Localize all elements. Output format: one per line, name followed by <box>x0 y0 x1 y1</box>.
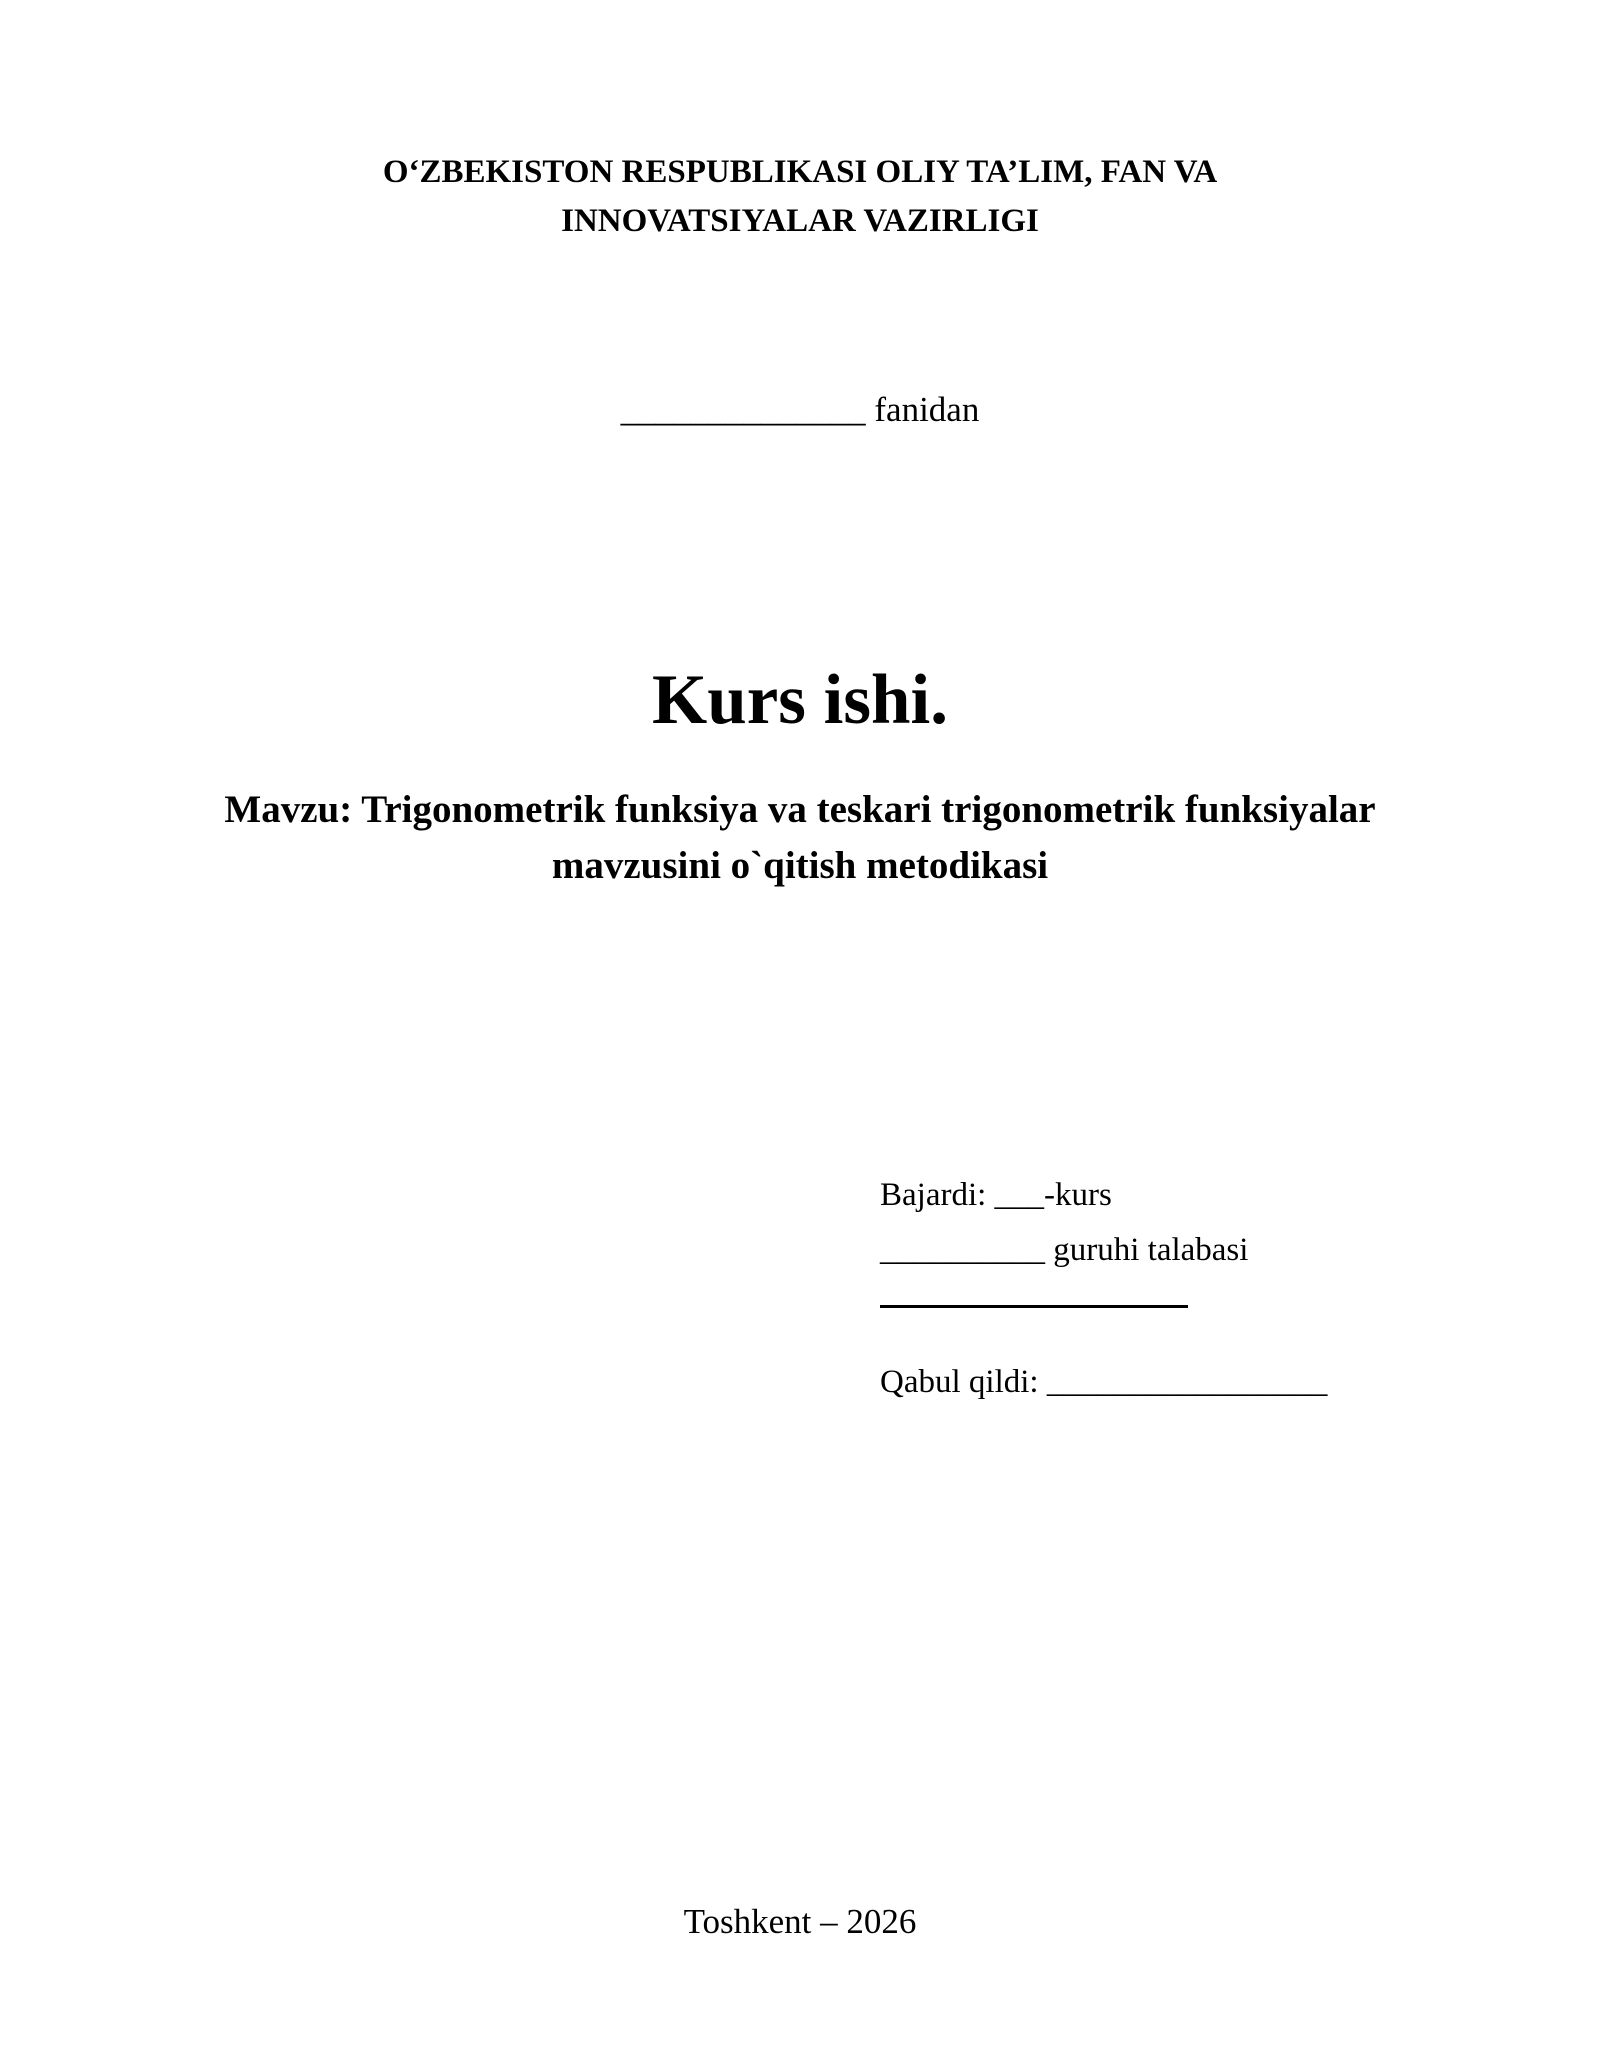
ministry-heading <box>0 148 1600 246</box>
topic-heading <box>0 782 1600 894</box>
ministry-heading-line-1: O‘ZBEKISTON RESPUBLIKASI OLIY TA’LIM, FAN VA <box>382 154 1218 190</box>
document-title: Kurs ishi. <box>652 661 948 739</box>
qabul-qildi-line: Qabul qildi: _________________ <box>880 1364 1328 1400</box>
bajardi-line: Bajardi: ___-kurs <box>880 1177 1112 1213</box>
group-student-line: __________ guruhi talabasi <box>880 1232 1249 1268</box>
place-year-footer: Toshkent – 2026 <box>683 1902 917 1941</box>
topic-line-1: Mavzu: Trigonometrik funksiya va teskari trigonometrik funksiyalar <box>224 788 1376 831</box>
ministry-heading-line-2: INNOVATSIYALAR VAZIRLIGI <box>561 203 1039 239</box>
subject-line: ______________ fanidan <box>620 390 980 429</box>
student-name-blank-line <box>880 1305 1188 1308</box>
topic-line-2: mavzusini o`qitish metodikasi <box>551 844 1049 887</box>
